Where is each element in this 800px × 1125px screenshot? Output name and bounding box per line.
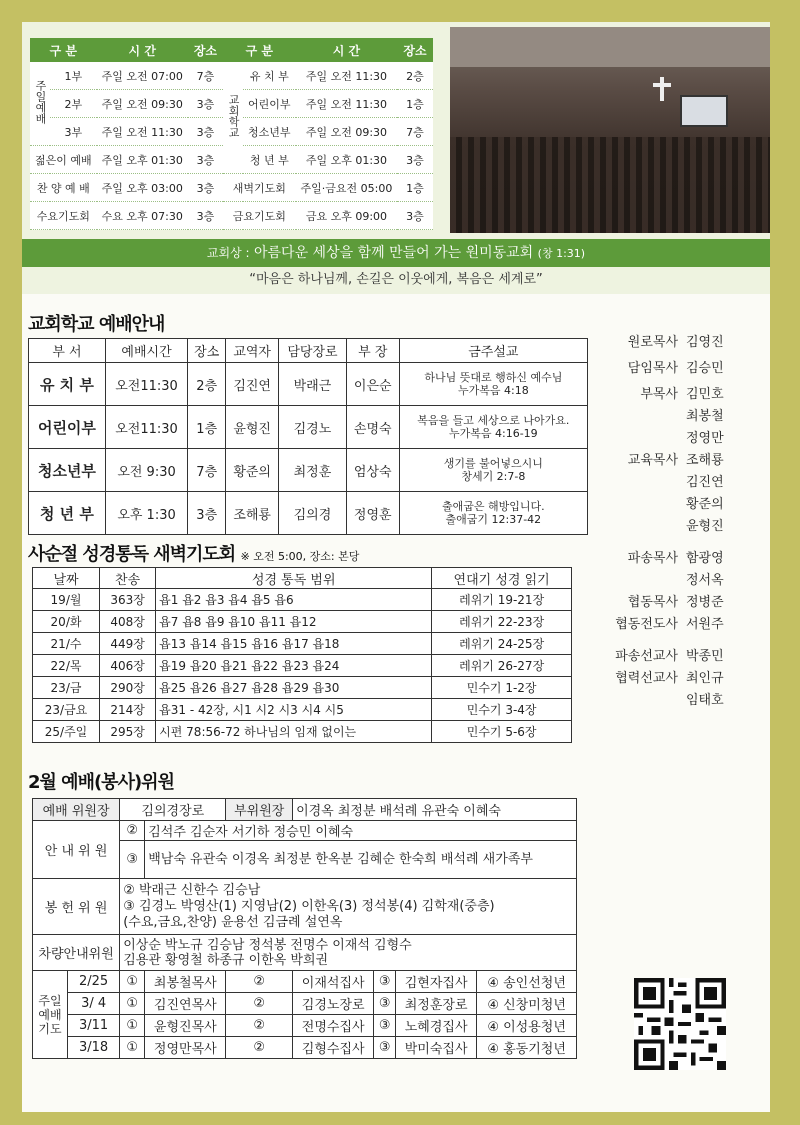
table-row: 3/11 ① 윤형진목사 ② 전명수집사 ③ 노혜경집사 ④ 이성용청년 — [33, 1015, 577, 1037]
service-name: 1부 — [50, 62, 97, 90]
table-row: 청 년 부 오후 1:30 3층 조해룡 김의경 정영훈 출애굽은 해방입니다. 출애굽기 12:37-42 — [29, 492, 588, 535]
service-name: 젊은이 예배 — [30, 146, 97, 174]
motto-text: 아름다운 세상을 함께 만들어 가는 원미동교회 — [254, 245, 534, 261]
table-row: 3/ 4 ① 김진연목사 ② 김경노장로 ③ 최정훈장로 ④ 신창미청년 — [33, 993, 577, 1015]
service-name: 어린이부 — [243, 90, 296, 118]
service-place: 3층 — [188, 202, 223, 230]
school-section-title: 교회학교 예배안내 — [28, 314, 165, 335]
worship-schedule-table — [30, 38, 433, 230]
service-place: 2층 — [397, 62, 432, 90]
service-time: 주일 오전 11:30 — [296, 62, 398, 90]
committee-section-title: 2월 예배(봉사)위원 — [28, 772, 174, 793]
col-header: 날짜 — [33, 568, 100, 589]
group-label: 주일예배 — [34, 80, 47, 124]
col-header: 예배시간 — [105, 339, 187, 363]
col-header: 교역자 — [226, 339, 279, 363]
bulletin-page — [22, 22, 770, 1112]
service-time: 주일·금요전 05:00 — [296, 174, 398, 202]
service-name: 수요기도회 — [30, 202, 97, 230]
col-header: 구 분 — [223, 38, 296, 62]
col-header: 담당장로 — [279, 339, 347, 363]
dawn-note: ※ 오전 5:00, 장소: 본당 — [240, 550, 360, 563]
motto-slogan: “마음은 하나님께, 손길은 이웃에게, 복음은 세계로” — [249, 272, 543, 287]
service-name: 찬 양 예 배 — [30, 174, 97, 202]
service-name: 3부 — [50, 118, 97, 146]
service-time: 주일 오전 09:30 — [97, 90, 188, 118]
table-row: 25/주일 295장 시편 78:56-72 하나님의 임재 없이는 민수기 5-6장 — [33, 721, 572, 743]
service-place: 3층 — [397, 202, 432, 230]
staff-list: 원로목사 김영진 담임목사 김승민 부목사 김민호 최봉철 정영만 교육목사 조해룡 김진연 황준의 윤형진 파송목사 함광영 정서옥 협동목사 정병준 협동전도사 서원주 파송선교사 박종민 협력선교사 최인규 임태호 — [615, 335, 724, 708]
dawn-table — [32, 567, 572, 743]
table-row: 23/금 290장 욥25 욥26 욥27 욥28 욥29 욥30 민수기 1-2장 — [33, 677, 572, 699]
table-row: 3/18 ① 정영만목사 ② 김형수집사 ③ 박미숙집사 ④ 홍동기청년 — [33, 1037, 577, 1059]
service-time: 수요 오후 07:30 — [97, 202, 188, 230]
service-time: 금요 오후 09:00 — [296, 202, 398, 230]
service-place: 3층 — [188, 174, 223, 202]
service-place: 3층 — [188, 90, 223, 118]
table-row: 22/목 406장 욥19 욥20 욥21 욥22 욥23 욥24 레위기 26-27장 — [33, 655, 572, 677]
table-row: 청소년부 오전 9:30 7층 황준의 최정훈 엄상숙 생기를 불어넣으시니 창세기 2:7-8 — [29, 449, 588, 492]
committee-table: 예배 위원장 김의경장로 부위원장 이경옥 최정분 배석례 유관숙 이혜숙 안 내 위 원 ② 김석주 김순자 서기하 정승민 이혜숙 ③ 백남숙 유관숙 이경옥 최정분 한옥분 김혜순 한숙희 배석례 새가족부 봉 헌 위 원 ② 박래근 신한수 김승남 ③ 김경노 박영산(1) 지영남(2) 이한옥(3) 정석봉(4) 김학재(중층) (수요,금요,찬양) 윤용선 김금례 설연옥 차량안내위원 이상순 박노규 김승남 정석봉 전명수 이재석 김형수 김용관 황영철 하종규 이한옥 박희권 주일예배기도 2/25 ① 최봉철목사 ② 이재석집사 ③ 김현자집사 ④ 송인선청년 3/ 4 ① 김진연목사 ② 김경노장로 ③ 최정훈장로 ④ 신창미청년 3/11 ① 윤형진목사 ② 전명수집사 ③ 노혜경집사 ④ 이성용청년 3/18 ① 정영만목사 ② 김형수집사 ③ 박미숙집사 ④ 홍동기청년 — [32, 798, 577, 1059]
col-header: 장소 — [188, 38, 223, 62]
service-place: 1층 — [397, 90, 432, 118]
dawn-section-title: 사순절 성경통독 새벽기도회 ※ 오전 5:00, 장소: 본당 — [28, 544, 360, 565]
school-table — [28, 338, 588, 535]
col-header: 부 서 — [29, 339, 106, 363]
col-header: 금주설교 — [399, 339, 587, 363]
motto-ref: (창 1:31) — [537, 247, 586, 260]
col-header: 구 분 — [30, 38, 97, 62]
service-name: 청 년 부 — [243, 146, 296, 174]
service-place: 3층 — [188, 146, 223, 174]
service-place: 3층 — [397, 146, 432, 174]
service-name: 2부 — [50, 90, 97, 118]
col-header: 찬송 — [100, 568, 156, 589]
service-name: 새벽기도회 — [223, 174, 296, 202]
col-header: 장소 — [188, 339, 226, 363]
church-motto-banner — [22, 239, 770, 267]
service-name: 유 치 부 — [243, 62, 296, 90]
col-header: 장소 — [397, 38, 432, 62]
service-time: 주일 오전 09:30 — [296, 118, 398, 146]
service-place: 3층 — [188, 118, 223, 146]
col-header: 부 장 — [346, 339, 399, 363]
service-time: 주일 오후 01:30 — [97, 146, 188, 174]
service-time: 주일 오후 01:30 — [296, 146, 398, 174]
service-time: 주일 오전 11:30 — [97, 118, 188, 146]
schedule-header — [22, 22, 770, 294]
table-row: 어린이부 오전11:30 1층 윤형진 김경노 손명숙 복음을 들고 세상으로 나아가요. 누가복음 4:16-19 — [29, 406, 588, 449]
table-row: 19/월 363장 욥1 욥2 욥3 욥4 욥5 욥6 레위기 19-21장 — [33, 589, 572, 611]
service-place: 7층 — [397, 118, 432, 146]
service-time: 주일 오전 11:30 — [296, 90, 398, 118]
col-header: 시 간 — [97, 38, 188, 62]
service-time: 주일 오후 03:00 — [97, 174, 188, 202]
service-time: 주일 오전 07:00 — [97, 62, 188, 90]
service-name: 청소년부 — [243, 118, 296, 146]
table-row: 유 치 부 오전11:30 2층 김진연 박래근 이은순 하나님 뜻대로 행하신 예수님 누가복음 4:18 — [29, 363, 588, 406]
service-name: 금요기도회 — [223, 202, 296, 230]
col-header: 성경 통독 범위 — [156, 568, 432, 589]
table-row: 21/수 449장 욥13 욥14 욥15 욥16 욥17 욥18 레위기 24-25장 — [33, 633, 572, 655]
church-sanctuary-photo — [450, 27, 770, 233]
qr-code-icon[interactable] — [634, 978, 726, 1070]
service-place: 7층 — [188, 62, 223, 90]
group-label: 교회학교 — [227, 94, 241, 138]
col-header: 시 간 — [296, 38, 398, 62]
motto-prefix: 교회상 : — [206, 246, 250, 260]
service-place: 1층 — [397, 174, 432, 202]
col-header: 연대기 성경 읽기 — [432, 568, 572, 589]
table-row: 23/금요 214장 욥31 - 42장, 시1 시2 시3 시4 시5 민수기 3-4장 — [33, 699, 572, 721]
table-row: 20/화 408장 욥7 욥8 욥9 욥10 욥11 욥12 레위기 22-23장 — [33, 611, 572, 633]
table-row: 주일예배기도 2/25 ① 최봉철목사 ② 이재석집사 ③ 김현자집사 ④ 송인선청년 — [33, 971, 577, 993]
